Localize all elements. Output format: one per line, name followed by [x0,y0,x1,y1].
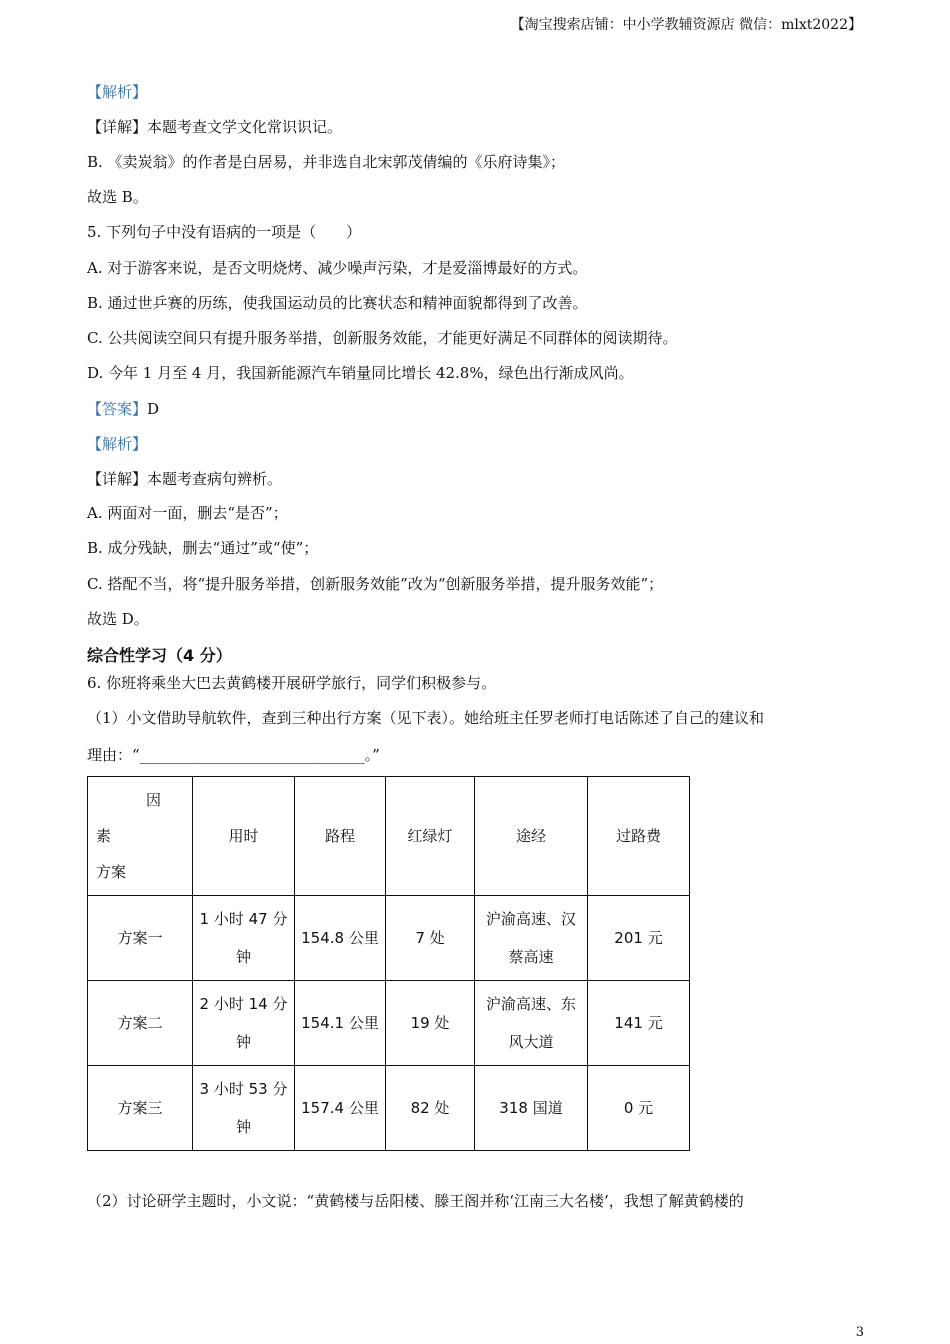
table-row [88,1066,690,1151]
text-line: 【详解】本题考查病句辨析。 [87,470,283,488]
question-6-2: （2）讨论研学主题时，小文说：“黄鹤楼与岳阳楼、滕王阁并称‘江南三大名楼’，我想了解黄鹤楼的 [87,1192,744,1210]
analysis-tag: 【解析】 [87,435,148,453]
header-time: 用时 [193,777,295,896]
answer-tag: 【答案】 [87,400,148,418]
option-b: B. 通过世乒赛的历练，使我国运动员的比赛状态和精神面貌都得到了改善。 [87,294,588,312]
route-table [87,776,690,1151]
cell-toll: 141 元 [588,981,690,1066]
question-6-1-blank: 理由：“______________________________。” [87,746,380,764]
cell-time: 3 小时 53 分钟 [193,1066,295,1151]
cell-toll: 0 元 [588,1066,690,1151]
question-5: 5. 下列句子中没有语病的一项是（ ） [87,223,362,241]
section-title: 综合性学习（4 分） [87,646,232,665]
table-row [88,981,690,1066]
cell-plan: 方案一 [88,896,193,981]
text-line [87,434,147,454]
cell-route: 318 国道 [475,1066,588,1151]
header-toll: 过路费 [588,777,690,896]
text-line: B. 《卖炭翁》的作者是白居易，并非选自北宋郭茂倩编的《乐府诗集》； [87,153,566,171]
text-line: 故选 B。 [87,188,148,206]
cell-route: 沪渝高速、东风大道 [475,981,588,1066]
cell-lights: 82 处 [386,1066,475,1151]
text-line: C. 搭配不当，将“提升服务举措，创新服务效能”改为“创新服务举措，提升服务效能”； [87,575,664,593]
text-line: B. 成分残缺，删去“通过”或“使”； [87,539,319,557]
question-6: 6. 你班将乘坐大巴去黄鹤楼开展研学旅行，同学们积极参与。 [87,674,497,692]
header-distance: 路程 [295,777,386,896]
cell-distance: 154.8 公里 [295,896,386,981]
question-6-1: （1）小文借助导航软件，查到三种出行方案（见下表）。她给班主任罗老师打电话陈述了自己的建议和 [87,709,765,727]
header-route: 途经 [475,777,588,896]
cell-plan: 方案二 [88,981,193,1066]
text-line: 【详解】本题考查文学文化常识识记。 [87,118,343,136]
cell-time: 1 小时 47 分钟 [193,896,295,981]
table-header-row [88,777,690,896]
cell-distance: 154.1 公里 [295,981,386,1066]
option-c: C. 公共阅读空间只有提升服务举措，创新服务效能，才能更好满足不同群体的阅读期待。 [87,329,678,347]
table-row [88,896,690,981]
answer-line: 【答案】D [87,400,160,418]
cell-lights: 7 处 [386,896,475,981]
cell-lights: 19 处 [386,981,475,1066]
page-number: 3 [855,1325,864,1340]
cell-toll: 201 元 [588,896,690,981]
cell-route: 沪渝高速、汉蔡高速 [475,896,588,981]
shop-header: 【淘宝搜索店铺：中小学教辅资源店 微信：mlxt2022】 [510,17,862,33]
cell-distance: 157.4 公里 [295,1066,386,1151]
text-line: A. 两面对一面，删去“是否”； [87,504,288,522]
corner-cell: 因 素 方案 [88,777,193,896]
header-lights: 红绿灯 [386,777,475,896]
option-d: D. 今年 1 月至 4 月，我国新能源汽车销量同比增长 42.8%，绿色出行渐成风尚。 [87,364,634,382]
text-line [87,82,147,102]
cell-plan: 方案三 [88,1066,193,1151]
text-line: 故选 D。 [87,610,149,628]
option-a: A. 对于游客来说，是否文明烧烤、减少噪声污染，才是爱淄博最好的方式。 [87,259,588,277]
cell-time: 2 小时 14 分钟 [193,981,295,1066]
analysis-tag: 【解析】 [87,83,148,101]
